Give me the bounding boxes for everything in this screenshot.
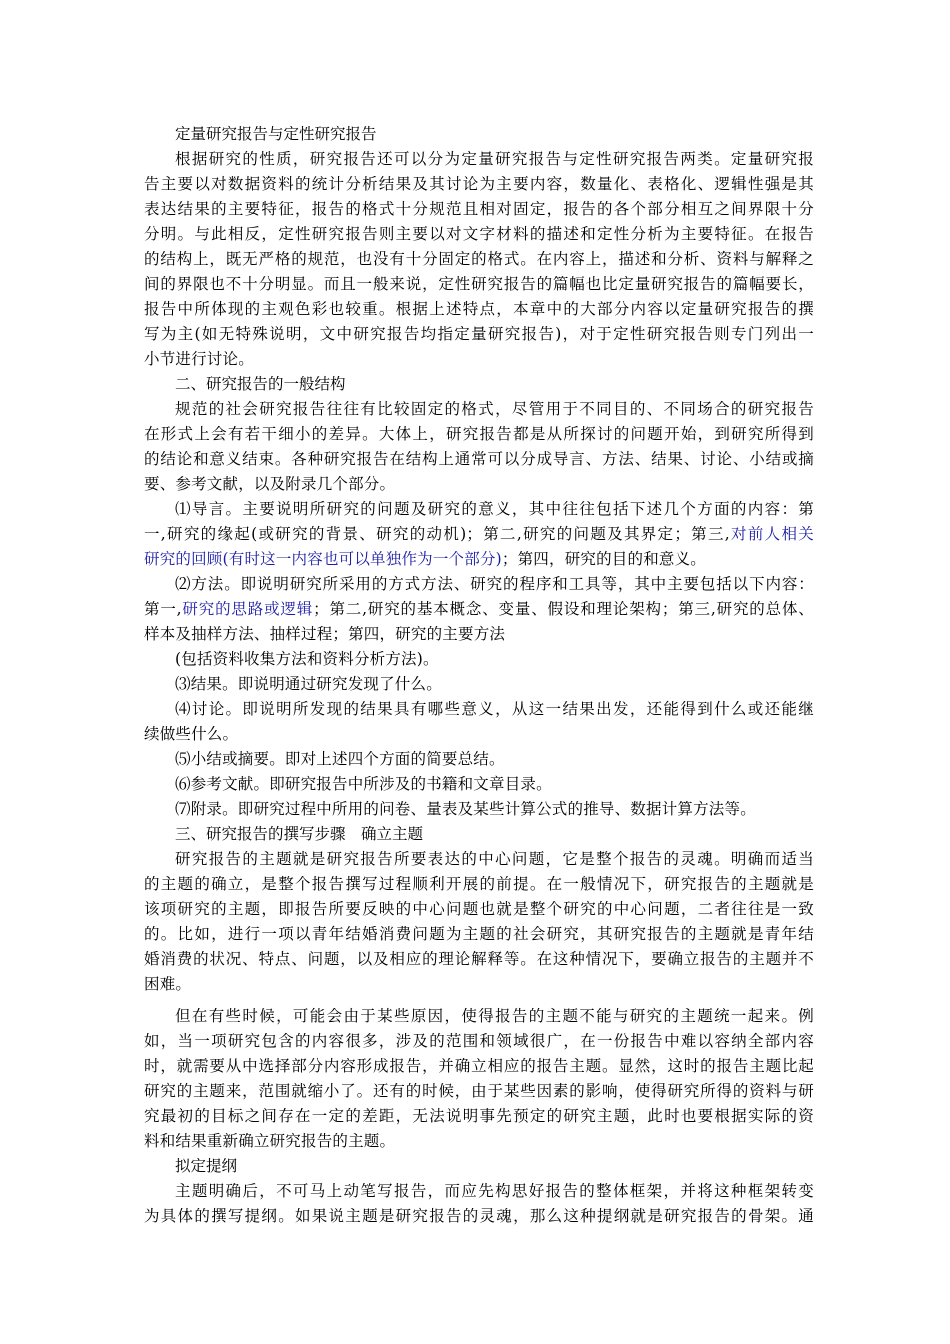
text-line: 但在有些时候，可能会由于某些原因，使得报告的主题不能与研究的主题统一起来。例 xyxy=(175,1007,814,1025)
text-line: 主题明确后，不可马上动笔写报告，而应先构思好报告的整体框架，并将这种框架转变 xyxy=(175,1182,814,1200)
text-line: ⑴导言。主要说明所研究的问题及研究的意义，其中往往包括下述几个方面的内容：第 xyxy=(175,500,814,518)
text-line xyxy=(144,547,814,572)
text-segment: ；第二,研究的基本概念、变量、假设和理论架构；第三,研究的总体、 xyxy=(313,600,814,618)
text-line: 究最初的目标之间存在一定的差距，无法说明事先预定的研究主题，此时也要根据实际的资 xyxy=(144,1107,814,1125)
text-line: 婚消费的状况、特点、问题，以及相应的理论解释等。在这种情况下，要确立报告的主题并不 xyxy=(144,950,814,968)
text-line: 如，当一项研究包含的内容很多，涉及的范围和领域很广，在一份报告中难以容纳全部内容 xyxy=(144,1032,814,1050)
text-line: 料和结果重新确立研究报告的主题。 xyxy=(144,1132,396,1150)
text-line: 规范的社会研究报告往往有比较固定的格式，尽管用于不同目的、不同场合的研究报告 xyxy=(175,400,814,418)
paragraph-introduction xyxy=(144,497,814,572)
text-line: 的结论和意义结束。各种研究报告在结构上通常可以分成导言、方法、结果、讨论、小结或摘 xyxy=(144,450,814,468)
text-segment: 第一, xyxy=(144,600,182,618)
text-line: 告主要以对数据资料的统计分析结果及其讨论为主要内容，数量化、表格化、逻辑性强是其 xyxy=(144,175,814,193)
text-line: 在形式上会有若干细小的差异。大体上，研究报告都是从所探讨的问题开始，到研究所得到 xyxy=(144,425,814,443)
paragraph-appendix: ⑺附录。即研究过程中所用的问卷、量表及某些计算公式的推导、数据计算方法等。 xyxy=(175,800,756,818)
heading-outline: 拟定提纲 xyxy=(175,1157,238,1175)
text-line: 的。比如，进行一项以青年结婚消费问题为主题的社会研究，其研究报告的主题就是青年结 xyxy=(144,925,814,943)
text-line: ⑷讨论。即说明所发现的结果具有哪些意义，从这一结果出发，还能得到什么或还能继 xyxy=(175,700,814,718)
literature-review-link[interactable]: 对前人相关 xyxy=(729,525,814,543)
text-segment: ；第四，研究的目的和意义。 xyxy=(501,550,707,568)
text-line: 样本及抽样方法、抽样过程；第四，研究的主要方法 xyxy=(144,625,506,643)
text-line: 表达结果的主要特征，报告的格式十分规范且相对固定，报告的各个部分相互之间界限十分 xyxy=(144,200,814,218)
text-line xyxy=(144,597,814,622)
text-line: 小节进行讨论。 xyxy=(144,350,254,368)
text-line: 研究报告的主题就是研究报告所要表达的中心问题，它是整个报告的灵魂。明确而适当 xyxy=(175,850,814,868)
text-line: 该项研究的主题，即报告所要反映的中心问题也就是整个研究的中心问题，二者往往是一致 xyxy=(144,900,814,918)
text-line: ⑵方法。即说明研究所采用的方式方法、研究的程序和工具等，其中主要包括以下内容： xyxy=(175,575,814,593)
paragraph-theme xyxy=(144,847,814,997)
text-line: 分明。与此相反，定性研究报告则主要以对文字材料的描述和定性分析为主要特征。在报告 xyxy=(144,225,814,243)
heading-general-structure: 二、研究报告的一般结构 xyxy=(175,375,346,393)
text-line: 的结构上，既无严格的规范，也没有十分固定的格式。在内容上，描述和分析、资料与解释之 xyxy=(144,250,814,268)
text-line: 为具体的撰写提纲。如果说主题是研究报告的灵魂，那么这种提纲就是研究报告的骨架。通 xyxy=(144,1207,814,1225)
text-line: 困难。 xyxy=(144,975,192,993)
heading-qualitative-quantitative: 定量研究报告与定性研究报告 xyxy=(175,125,377,143)
text-line: 报告中所体现的主观色彩也较重。根据上述特点，本章中的大部分内容以定量研究报告的撰 xyxy=(144,300,814,318)
document-body xyxy=(144,122,814,1229)
text-line: 要、参考文献，以及附录几个部分。 xyxy=(144,475,396,493)
paragraph-spacer xyxy=(144,997,814,1004)
literature-review-link-continued[interactable]: 研究的回顾(有时这一内容也可以单独作为一个部分) xyxy=(144,550,502,568)
text-line: 根据研究的性质，研究报告还可以分为定量研究报告与定性研究报告两类。定量研究报 xyxy=(175,150,814,168)
paragraph-summary: ⑸小结或摘要。即对上述四个方面的简要总结。 xyxy=(175,750,505,768)
paragraph-theme-exceptions xyxy=(144,1004,814,1154)
paragraph-results: ⑶结果。即说明通过研究发现了什么。 xyxy=(175,675,442,693)
paragraph-methods-note: (包括资料收集方法和资料分析方法)。 xyxy=(175,650,439,668)
text-line: 间的界限也不十分明显。而且一般来说，定性研究报告的篇幅也比定量研究报告的篇幅要长， xyxy=(144,275,814,293)
paragraph-references: ⑹参考文献。即研究报告中所涉及的书籍和文章目录。 xyxy=(175,775,552,793)
text-line: 写为主(如无特殊说明，文中研究报告均指定量研究报告)，对于定性研究报告则专门列出一 xyxy=(144,325,814,343)
paragraph-report-types xyxy=(144,147,814,372)
text-line: 的主题的确立，是整个报告撰写过程顺利开展的前提。在一般情况下，研究报告的主题就是 xyxy=(144,875,814,893)
text-segment: 一,研究的缘起(或研究的背景、研究的动机)；第二,研究的问题及其界定；第三, xyxy=(144,525,730,543)
text-line: 研究的主题来，范围就缩小了。还有的时候，由于某些因素的影响，使得研究所得的资料与研 xyxy=(144,1082,814,1100)
research-logic-link[interactable]: 研究的思路或逻辑 xyxy=(181,600,314,618)
paragraph-discussion xyxy=(144,697,814,747)
paragraph-structure-overview xyxy=(144,397,814,497)
heading-writing-steps: 三、研究报告的撰写步骤 确立主题 xyxy=(175,825,424,843)
text-line xyxy=(144,522,814,547)
paragraph-methods xyxy=(144,572,814,647)
text-line: 续做些什么。 xyxy=(144,725,239,743)
paragraph-outline xyxy=(144,1179,814,1229)
text-line: 时，就需要从中选择部分内容形成报告，并确立相应的报告主题。显然，这时的报告主题比起 xyxy=(144,1057,814,1075)
